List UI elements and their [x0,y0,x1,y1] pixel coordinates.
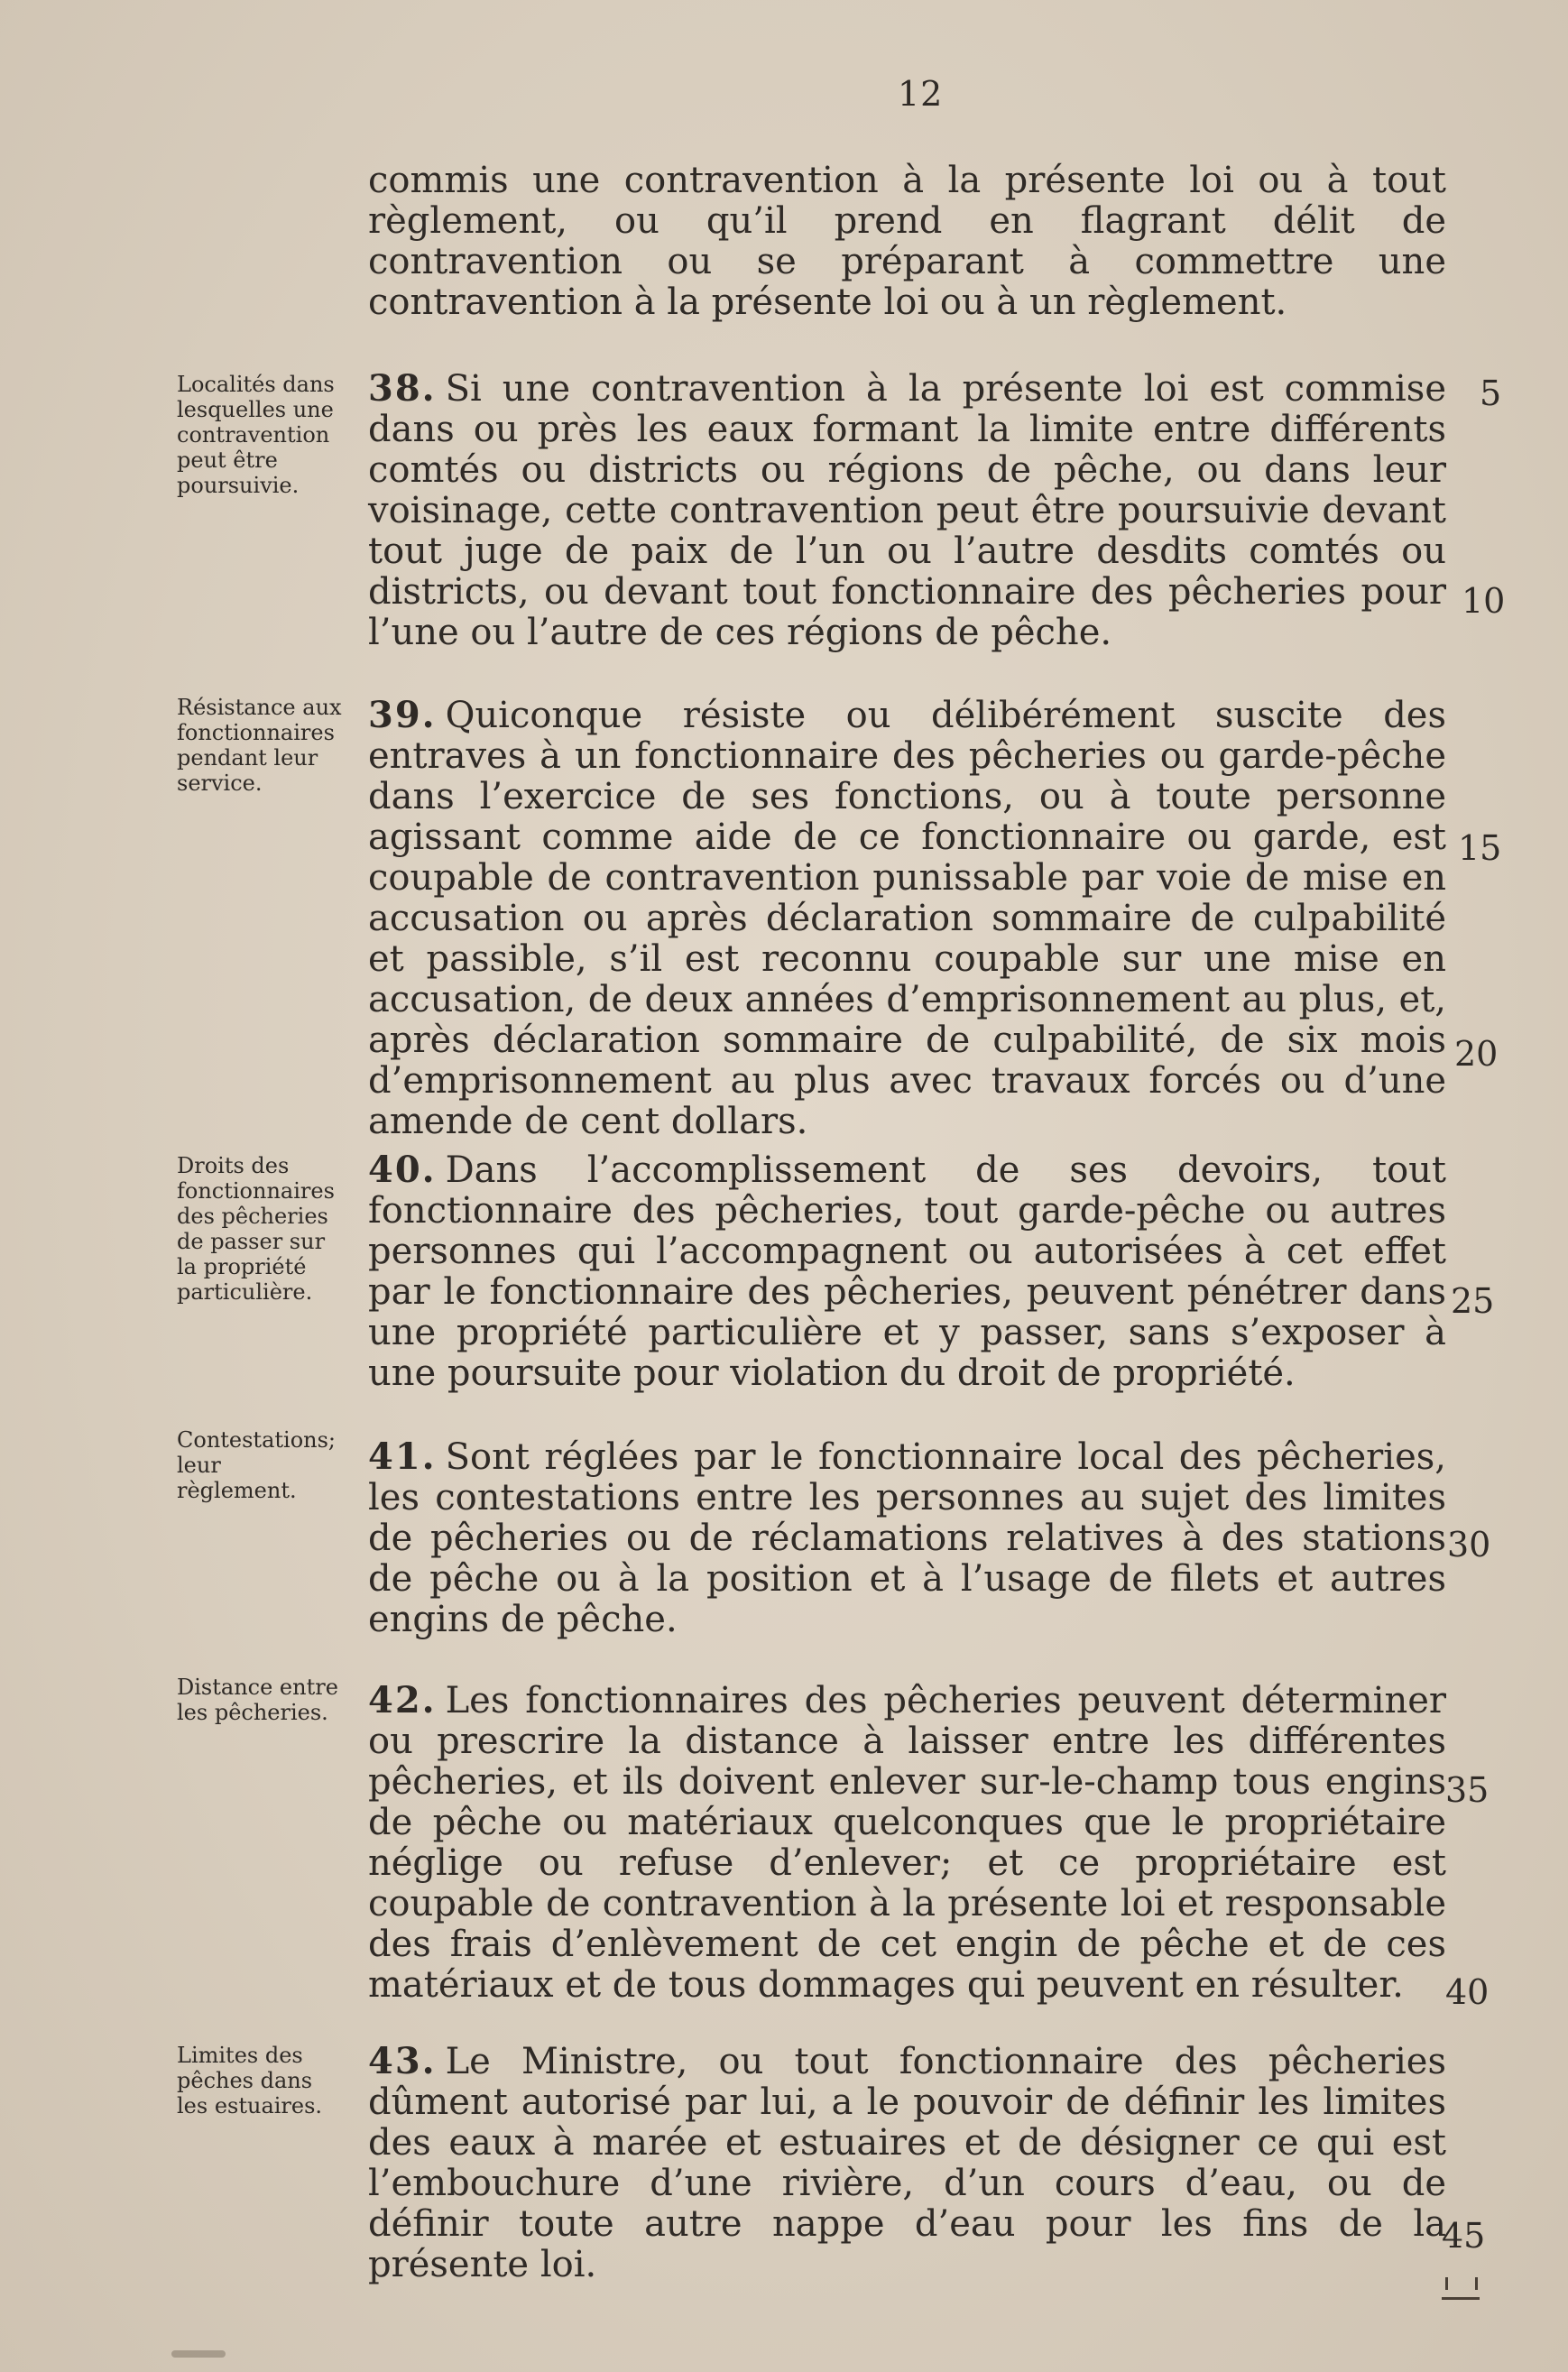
section-text: Si une contravention à la présente loi est commise dans ou près les eaux formant la limite entre différents comtés ou districts ou régions de pêche, ou dans leur voisinage, cette contravention peut être poursuivie devant tout juge de paix de l’un ou l’autre desdits comtés ou districts, ou devant tout fonctionnaire des pêcheries pour l’une ou l’autre de ces régions de pêche. [368,368,1446,653]
side-note-39: Résistance aux fonctionnaires pendant leur service. [177,695,342,796]
section-40 [368,1149,1446,1394]
side-note-38: Localités dans lesquelles une contravention peut être poursuivie. [177,372,335,498]
section-number: 43. [368,2040,437,2082]
section-text: Sont réglées par le fonctionnaire local des pêcheries, les contestations entre les personnes au sujet des limites de pêcheries ou de réclamations relatives à des stations de pêche ou à la position et à l’usage de filets et autres engins de pêche. [368,1436,1446,1640]
line-number: 30 [1447,1525,1491,1564]
line-number: 20 [1454,1034,1499,1074]
line-number: 25 [1451,1281,1495,1321]
ink-smudge [171,2350,226,2358]
intro-paragraph: commis une contravention à la présente loi ou à tout règlement, ou qu’il prend en flagrant délit de contravention ou se préparant à commettre une contravention à la présente loi ou à un règlement. [368,160,1446,323]
section-43 [368,2041,1446,2285]
line-number: 40 [1445,1972,1490,2012]
section-39 [368,695,1446,1142]
line-number: 45 [1442,2216,1486,2256]
section-number: 41. [368,1435,437,1478]
line-number: 35 [1445,1770,1490,1810]
line-number: 5 [1480,374,1502,413]
line-number: 15 [1458,828,1502,868]
section-number: 38. [368,367,437,410]
section-number: 40. [368,1149,437,1191]
section-text: Quiconque résiste ou délibérément suscite des entraves à un fonctionnaire des pêcheries ou garde-pêche dans l’exercice de ses fonctions, ou à toute personne agissant comme aide de ce fonctionnaire ou garde, est coupable de contravention punissable par voie de mise en accusation ou après déclaration sommaire de culpabilité et passible, s’il est reconnu coupable sur une mise en accusation, de deux années d’emprisonnement au plus, et, après déclaration sommaire de culpabilité, de six mois d’emprisonnement au plus avec travaux forcés ou d’une amende de cent dollars. [368,695,1446,1142]
line-number: 10 [1462,581,1506,621]
section-text: Dans l’accomplissement de ses devoirs, tout fonctionnaire des pêcheries, tout garde-pêche ou autres personnes qui l’accompagnent ou autorisées à cet effet par le fonctionnaire des pêcheries, peuvent pénétrer dans une propriété particulière et y passer, sans s’exposer à une poursuite pour violation du droit de propriété. [368,1149,1446,1394]
section-41 [368,1436,1446,1640]
section-text: Les fonctionnaires des pêcheries peuvent déterminer ou prescrire la distance à laisser entre les différentes pêcheries, et ils doivent enlever sur-le-champ tous engins de pêche ou matériaux quelconques que le propriétaire néglige ou refuse d’enlever; et ce propriétaire est coupable de contravention à la présente loi et responsable des frais d’enlèvement de cet engin de pêche et de ces matériaux et de tous dommages qui peuvent en résulter. [368,1680,1446,2006]
section-42 [368,1680,1446,2006]
page-number: 12 [898,74,944,114]
printer-mark-icon [1442,2272,1480,2300]
side-note-42: Distance entre les pêcheries. [177,1675,338,1725]
section-38 [368,368,1446,653]
side-note-40: Droits des fonctionnaires des pêcheries de passer sur la propriété particulière. [177,1153,335,1305]
side-note-43: Limites des pêches dans les estuaires. [177,2043,323,2118]
section-text: Le Ministre, ou tout fonctionnaire des pêcheries dûment autorisé par lui, a le pouvoir de définir les limites des eaux à marée et estuaires et de désigner ce qui est l’embouchure d’une rivière, d’un cours d’eau, ou de définir toute autre nappe d’eau pour les fins de la présente loi. [368,2041,1446,2285]
side-note-41: Contestations; leur règlement. [177,1427,337,1503]
section-number: 39. [368,694,437,736]
section-number: 42. [368,1679,437,1721]
